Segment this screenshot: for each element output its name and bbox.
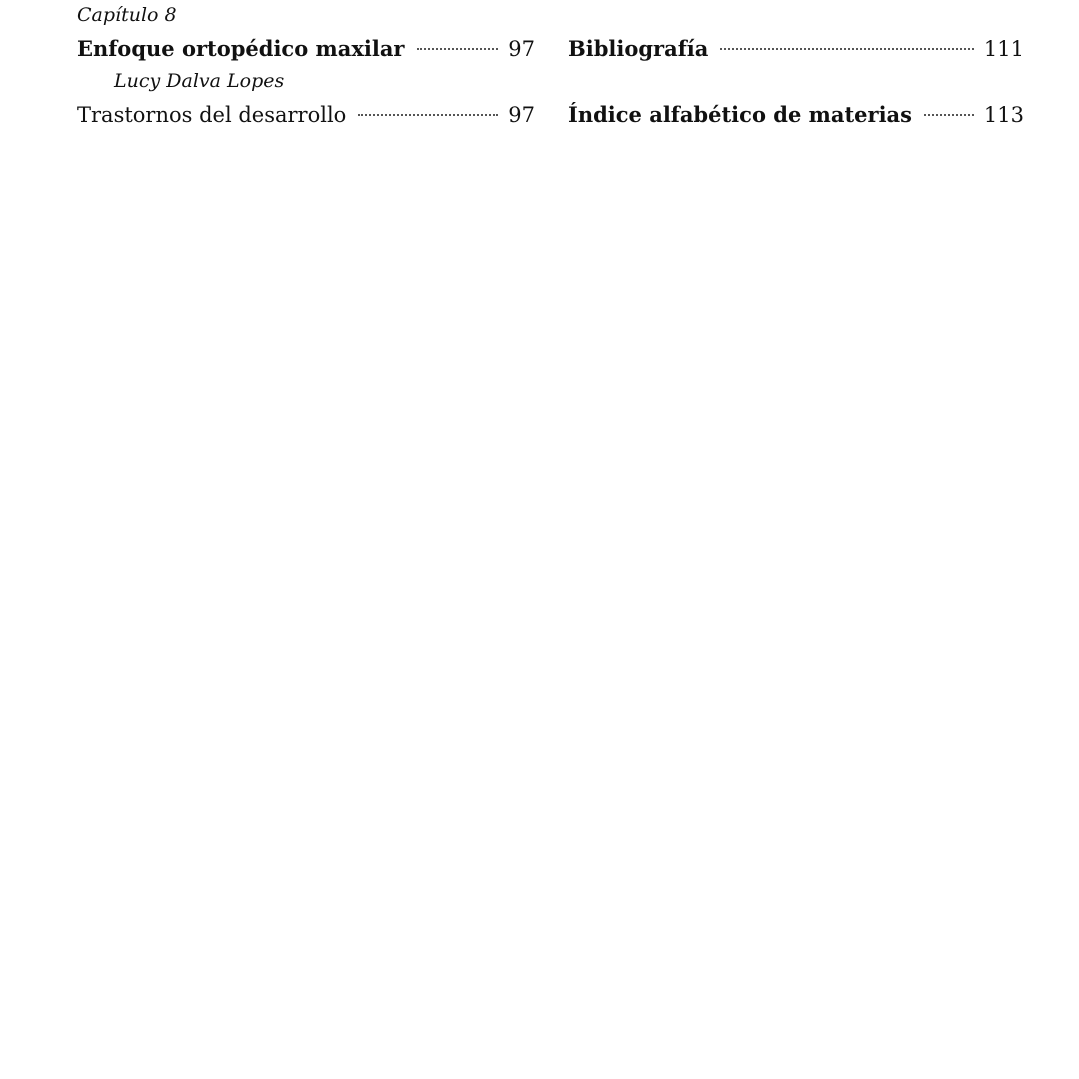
dot-leader — [417, 48, 499, 50]
dot-leader — [358, 114, 498, 116]
toc-entry-page: 97 — [508, 37, 535, 61]
toc-entry-title: Bibliografía — [568, 36, 709, 61]
dot-leader — [924, 114, 974, 116]
toc-entry-title: Índice alfabético de materias — [568, 102, 912, 127]
toc-entry-page: 111 — [983, 37, 1024, 61]
dot-leader — [720, 48, 974, 50]
toc-entry-indice — [568, 100, 1024, 130]
toc-entry-bibliografia — [568, 34, 1024, 64]
chapter-author: Lucy Dalva Lopes — [114, 70, 285, 92]
toc-entry-page: 113 — [983, 103, 1024, 127]
toc-entry-title: Trastornos del desarrollo — [77, 103, 347, 127]
toc-entry-page: 97 — [508, 103, 535, 127]
toc-entry-trastornos — [77, 100, 535, 130]
chapter-label: Capítulo 8 — [77, 4, 177, 26]
toc-entry-title: Enfoque ortopédico maxilar — [77, 36, 405, 61]
toc-entry-enfoque — [77, 34, 535, 64]
